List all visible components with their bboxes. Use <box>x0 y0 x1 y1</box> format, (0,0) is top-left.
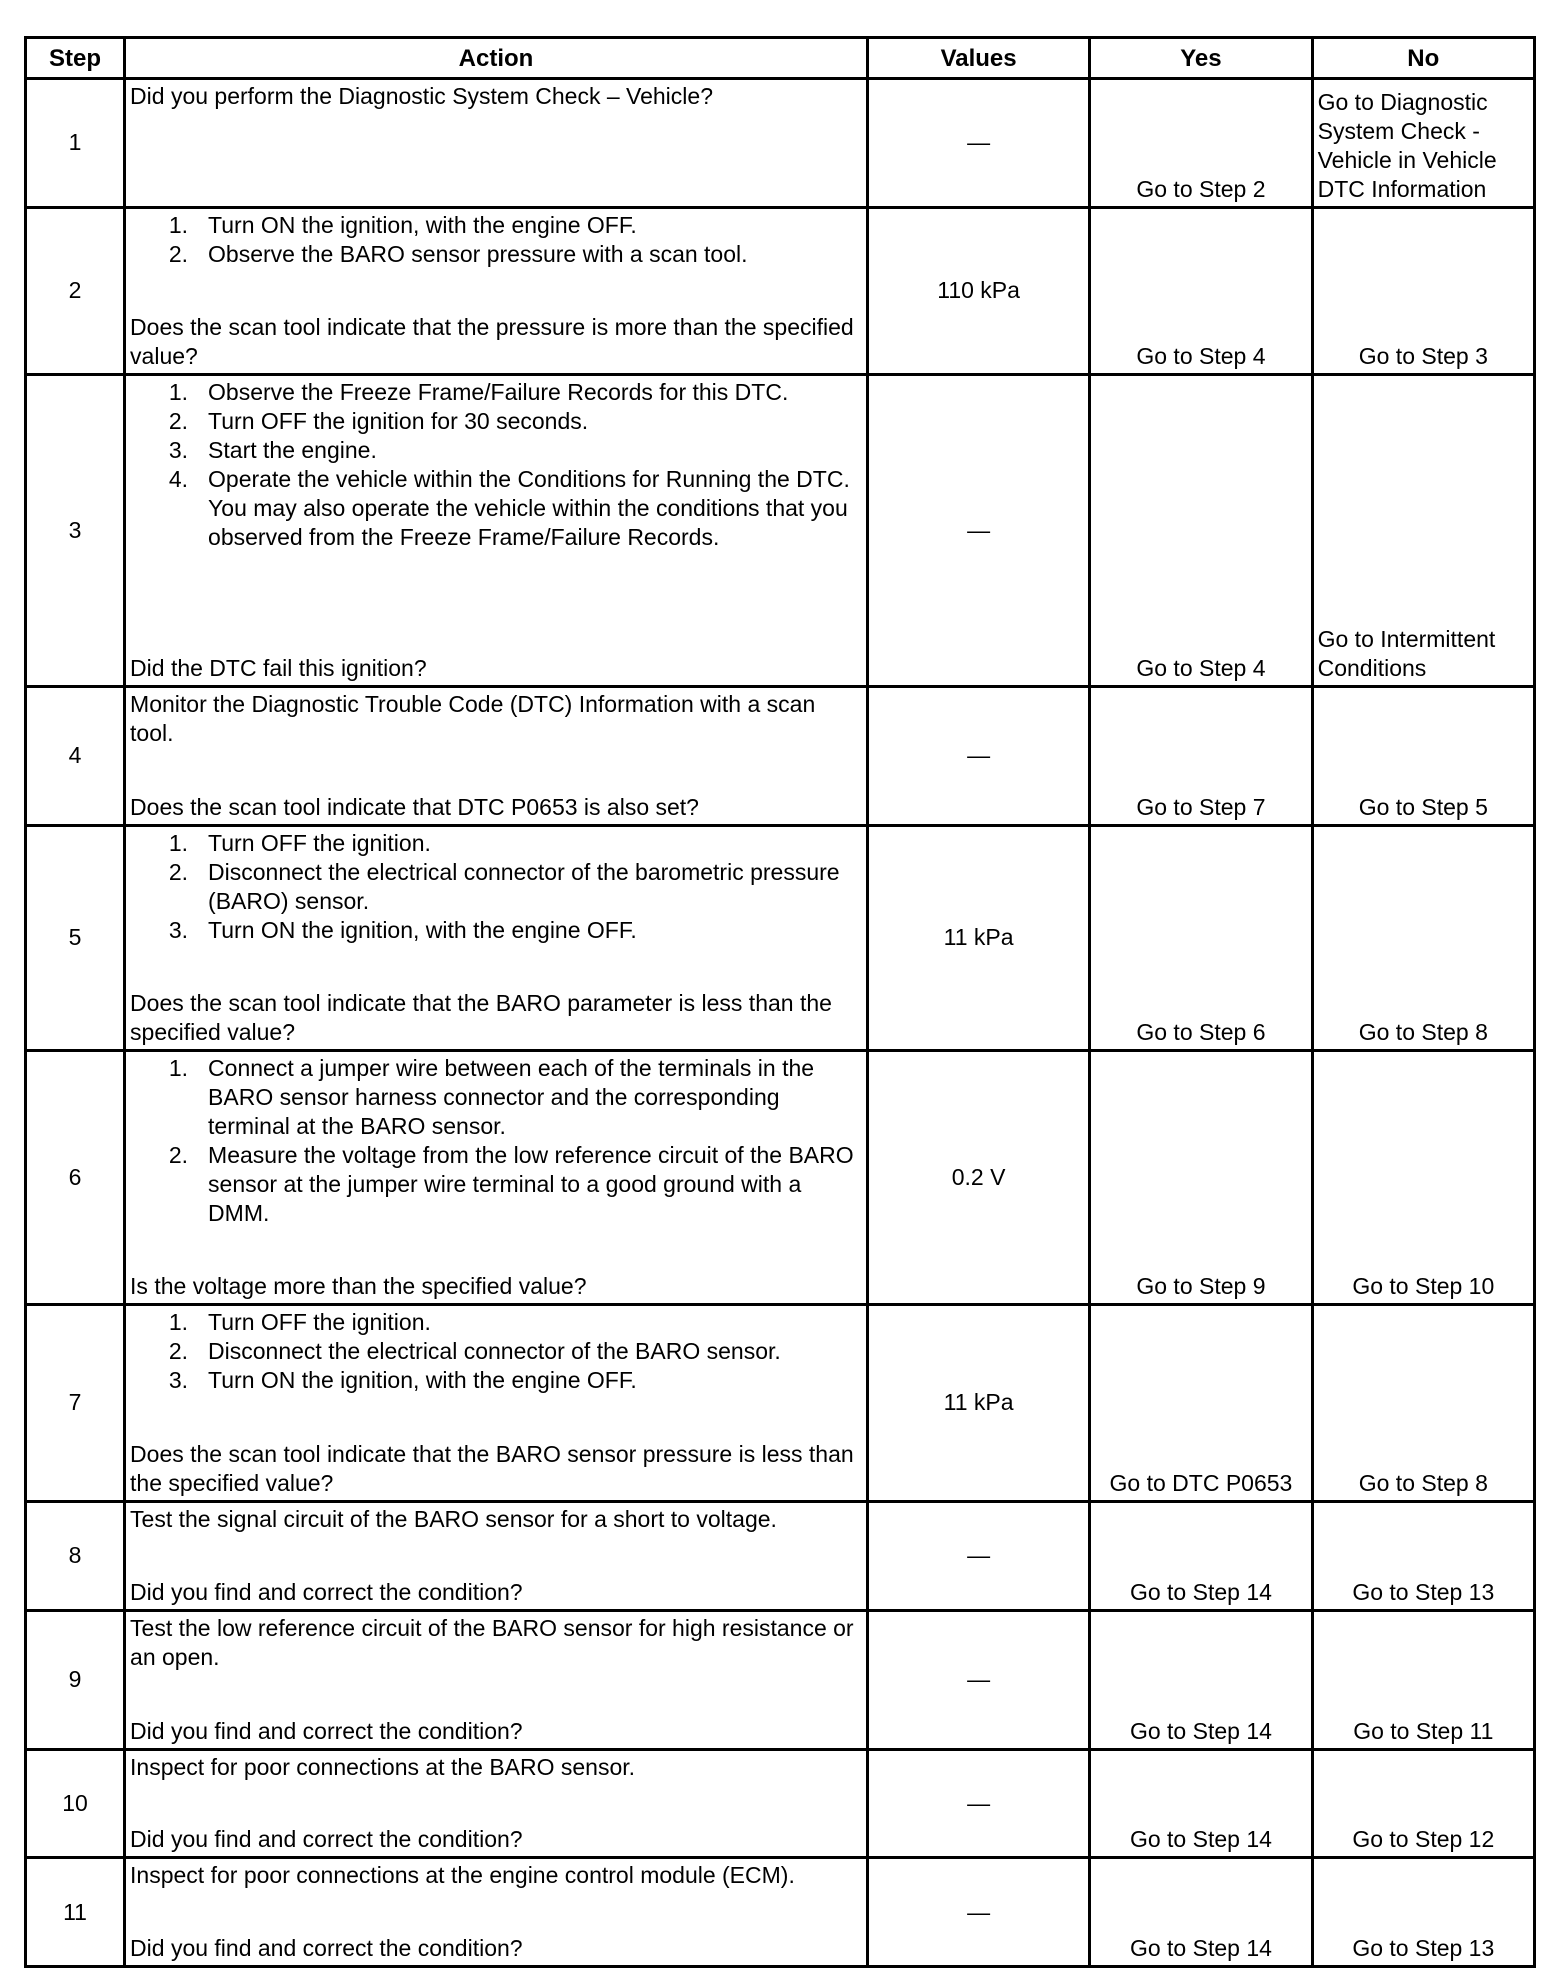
yes-cell: Go to Step 14 <box>1090 1749 1312 1858</box>
step-number: 8 <box>26 1501 125 1610</box>
table-row <box>26 1749 1535 1858</box>
action-question: Does the scan tool indicate that the BARO sensor pressure is less than the specified value? <box>130 1440 854 1496</box>
step-number: 9 <box>26 1610 125 1749</box>
substep-number: 1. <box>168 378 189 405</box>
value-cell: 0.2 V <box>867 1051 1089 1305</box>
diagnostic-table <box>24 36 1536 1968</box>
no-cell: Go to Step 11 <box>1312 1610 1534 1749</box>
substep-number: 3. <box>168 436 189 463</box>
step-number: 10 <box>26 1749 125 1858</box>
action-content <box>130 1861 862 1963</box>
action-top <box>130 1861 862 1890</box>
action-cell <box>125 1051 868 1305</box>
action-cell <box>125 686 868 825</box>
no-cell: Go to Step 12 <box>1312 1749 1534 1858</box>
table-row <box>26 374 1535 686</box>
substep-text: Turn ON the ignition, with the engine OFF. <box>208 916 637 943</box>
value-cell: — <box>867 374 1089 686</box>
header-action: Action <box>125 38 868 79</box>
action-question: Did you find and correct the condition? <box>130 1935 523 1961</box>
substep-text: Start the engine. <box>208 436 377 463</box>
substep-text: Measure the voltage from the low reference circuit of the BARO sensor at the jumper wire terminal to a good ground with a DMM. <box>208 1142 854 1227</box>
action-cell <box>125 79 868 208</box>
substep-item <box>130 465 862 552</box>
step-number: 3 <box>26 374 125 686</box>
value-cell: 11 kPa <box>867 1304 1089 1501</box>
no-cell: Go to Intermittent Conditions <box>1312 374 1534 686</box>
table-row <box>26 1501 1535 1610</box>
value-cell: — <box>867 1858 1089 1967</box>
substep-item <box>130 858 862 916</box>
action-content <box>130 1505 862 1607</box>
no-cell: Go to Step 5 <box>1312 686 1534 825</box>
yes-cell: Go to Step 14 <box>1090 1610 1312 1749</box>
action-question: Does the scan tool indicate that DTC P0653 is also set? <box>130 793 699 820</box>
substep-list <box>130 1054 862 1228</box>
action-question: Did you find and correct the condition? <box>130 1578 523 1605</box>
substep-text: Turn ON the ignition, with the engine OFF. <box>208 1366 637 1393</box>
action-content <box>130 1054 862 1301</box>
substep-text: Observe the Freeze Frame/Failure Records for this DTC. <box>208 378 789 405</box>
table-row <box>26 1304 1535 1501</box>
yes-cell: Go to Step 9 <box>1090 1051 1312 1305</box>
table-row <box>26 1858 1535 1967</box>
substep-text: Turn OFF the ignition. <box>208 829 431 856</box>
action-cell <box>125 374 868 686</box>
yes-cell: Go to Step 14 <box>1090 1858 1312 1967</box>
action-cell <box>125 1858 868 1967</box>
action-question: Did the DTC fail this ignition? <box>130 654 427 681</box>
substep-number: 1. <box>168 211 189 238</box>
step-number: 2 <box>26 207 125 374</box>
action-content <box>130 82 862 204</box>
no-cell: Go to Step 13 <box>1312 1501 1534 1610</box>
action-content <box>130 690 862 822</box>
action-top <box>130 690 862 748</box>
action-content <box>130 1753 862 1855</box>
step-number: 6 <box>26 1051 125 1305</box>
substep-list <box>130 378 862 552</box>
no-cell: Go to Step 10 <box>1312 1051 1534 1305</box>
table-row <box>26 1051 1535 1305</box>
value-cell: — <box>867 1501 1089 1610</box>
yes-cell: Go to Step 6 <box>1090 825 1312 1050</box>
no-cell: Go to Step 3 <box>1312 207 1534 374</box>
step-number: 5 <box>26 825 125 1050</box>
value-cell: — <box>867 686 1089 825</box>
action-content <box>130 378 862 683</box>
header-no: No <box>1312 38 1534 79</box>
yes-cell: Go to Step 2 <box>1090 79 1312 208</box>
substep-item <box>130 829 862 858</box>
action-top <box>130 1753 862 1782</box>
action-top <box>130 378 862 552</box>
action-cell <box>125 825 868 1050</box>
step-number: 11 <box>26 1858 125 1967</box>
action-cell <box>125 1610 868 1749</box>
table-row <box>26 79 1535 208</box>
substep-text: Connect a jumper wire between each of the terminals in the BARO sensor harness connector and the corresponding terminal at the BARO sensor. <box>208 1055 815 1140</box>
no-cell: Go to Diagnostic System Check - Vehicle in Vehicle DTC Information <box>1312 79 1534 208</box>
action-top <box>130 1505 862 1534</box>
action-instruction: Test the signal circuit of the BARO sensor for a short to voltage. <box>130 1505 777 1532</box>
action-top <box>130 1054 862 1228</box>
yes-cell: Go to Step 7 <box>1090 686 1312 825</box>
substep-item <box>130 916 862 945</box>
action-instruction: Test the low reference circuit of the BARO sensor for high resistance or an open. <box>130 1614 854 1670</box>
action-content <box>130 1308 862 1498</box>
action-instruction: Did you perform the Diagnostic System Check – Vehicle? <box>130 83 713 109</box>
header-values: Values <box>867 38 1089 79</box>
substep-text: Operate the vehicle within the Conditions for Running the DTC. You may also operate the vehicle within the conditions that you observed from the Freeze Frame/Failure Records. <box>208 465 850 550</box>
no-cell: Go to Step 8 <box>1312 1304 1534 1501</box>
substep-item <box>130 1141 862 1228</box>
header-step: Step <box>26 38 125 79</box>
table-row <box>26 686 1535 825</box>
yes-cell: Go to Step 14 <box>1090 1501 1312 1610</box>
action-content <box>130 1614 862 1746</box>
substep-list <box>130 211 862 269</box>
action-cell <box>125 1749 868 1858</box>
table-row <box>26 825 1535 1050</box>
substep-item <box>130 378 862 407</box>
no-cell: Go to Step 13 <box>1312 1858 1534 1967</box>
substep-number: 2. <box>168 1337 189 1364</box>
substep-list <box>130 829 862 945</box>
action-question: Did you find and correct the condition? <box>130 1826 523 1853</box>
substep-text: Turn OFF the ignition for 30 seconds. <box>208 407 589 434</box>
substep-number: 3. <box>168 1366 189 1393</box>
action-top <box>130 1308 862 1395</box>
action-instruction: Monitor the Diagnostic Trouble Code (DTC) Information with a scan tool. <box>130 690 816 746</box>
substep-number: 1. <box>168 1055 189 1082</box>
value-cell: — <box>867 1749 1089 1858</box>
header-row <box>26 38 1535 79</box>
no-cell: Go to Step 8 <box>1312 825 1534 1050</box>
header-yes: Yes <box>1090 38 1312 79</box>
action-top <box>130 82 862 111</box>
substep-number: 2. <box>168 240 189 267</box>
substep-number: 2. <box>168 1142 189 1169</box>
action-cell <box>125 1501 868 1610</box>
substep-item <box>130 1337 862 1366</box>
yes-cell: Go to Step 4 <box>1090 374 1312 686</box>
substep-item <box>130 436 862 465</box>
substep-text: Observe the BARO sensor pressure with a scan tool. <box>208 240 748 267</box>
action-question: Did you find and correct the condition? <box>130 1717 523 1744</box>
action-content <box>130 829 862 1047</box>
table-row <box>26 207 1535 374</box>
action-top <box>130 1614 862 1672</box>
substep-number: 4. <box>168 465 189 492</box>
substep-list <box>130 1308 862 1395</box>
substep-number: 2. <box>168 858 189 885</box>
value-cell: 11 kPa <box>867 825 1089 1050</box>
step-number: 7 <box>26 1304 125 1501</box>
substep-text: Disconnect the electrical connector of the barometric pressure (BARO) sensor. <box>208 858 840 914</box>
action-top <box>130 211 862 269</box>
step-number: 4 <box>26 686 125 825</box>
value-cell: 110 kPa <box>867 207 1089 374</box>
action-question: Is the voltage more than the specified value? <box>130 1272 587 1299</box>
substep-item <box>130 1054 862 1141</box>
action-question: Does the scan tool indicate that the pressure is more than the specified value? <box>130 313 854 369</box>
substep-text: Disconnect the electrical connector of the BARO sensor. <box>208 1337 781 1364</box>
yes-cell: Go to Step 4 <box>1090 207 1312 374</box>
yes-cell: Go to DTC P0653 <box>1090 1304 1312 1501</box>
action-content <box>130 211 862 371</box>
action-top <box>130 829 862 945</box>
action-question: Does the scan tool indicate that the BARO parameter is less than the specified value? <box>130 990 832 1046</box>
substep-item <box>130 407 862 436</box>
action-instruction: Inspect for poor connections at the BARO sensor. <box>130 1753 636 1780</box>
substep-item <box>130 211 862 240</box>
substep-text: Turn ON the ignition, with the engine OFF. <box>208 211 637 238</box>
table-row <box>26 1610 1535 1749</box>
substep-number: 2. <box>168 407 189 434</box>
action-cell <box>125 1304 868 1501</box>
step-number: 1 <box>26 79 125 208</box>
substep-number: 3. <box>168 916 189 943</box>
value-cell: — <box>867 79 1089 208</box>
substep-number: 1. <box>168 829 189 856</box>
substep-item <box>130 240 862 269</box>
substep-item <box>130 1308 862 1337</box>
value-cell: — <box>867 1610 1089 1749</box>
action-cell <box>125 207 868 374</box>
substep-text: Turn OFF the ignition. <box>208 1308 431 1335</box>
substep-number: 1. <box>168 1308 189 1335</box>
action-instruction: Inspect for poor connections at the engine control module (ECM). <box>130 1862 795 1889</box>
substep-item <box>130 1366 862 1395</box>
